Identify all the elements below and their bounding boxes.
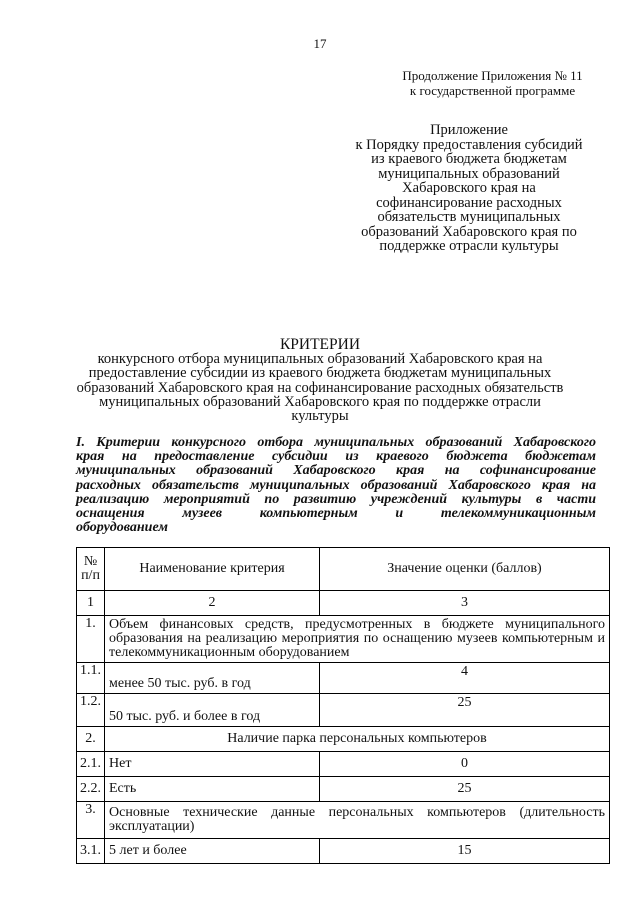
appendix-line: из краевого бюджета бюджетам: [371, 151, 567, 167]
row-criterion-text: Основные технические данные персональных компьютеров (длительность эксплуатации): [105, 802, 610, 839]
row-num: 1.2.: [77, 694, 105, 727]
table-row: [77, 616, 610, 663]
appendix-block: [336, 123, 602, 254]
section-one-heading: [76, 436, 596, 535]
row-score-value: 0: [320, 752, 610, 777]
appendix-line: образований Хабаровского края по: [361, 223, 577, 240]
section-line: реализацию мероприятий по развитию учреждений культуры в части: [76, 491, 596, 507]
appendix-line: муниципальных образований: [378, 165, 560, 182]
criteria-subtitle-line: конкурсного отбора муниципальных образований Хабаровского края на: [97, 351, 543, 367]
row-criterion-name: 50 тыс. руб. и более в год: [105, 694, 320, 727]
row-num: 2.1.: [77, 752, 105, 777]
appendix-line: поддержке отрасли культуры: [379, 238, 559, 254]
row-num: 1.: [77, 616, 105, 663]
row-num: 1.1.: [77, 663, 105, 694]
header-name: Наименование критерия: [105, 548, 320, 591]
appendix-line: Приложение: [430, 122, 508, 138]
row-criterion-text: Объем финансовых средств, предусмотренных в бюджете муниципального образования на реализацию мероприятия по оснащению музеев компьютерным и телекоммуникационным оборудованием: [105, 616, 610, 663]
section-line: I. Критерии конкурсного отбора муниципальных образований Хабаровского: [76, 435, 596, 450]
row-num: 3.: [77, 802, 105, 839]
header-value: Значение оценки (баллов): [320, 548, 610, 591]
row-score-value: 25: [320, 777, 610, 802]
row-criterion-name: Есть: [105, 777, 320, 802]
index-cell-1: 1: [77, 591, 105, 616]
table-row: [77, 694, 610, 727]
table-row: [77, 839, 610, 864]
row-criterion-name: 5 лет и более: [105, 839, 320, 864]
table-row: [77, 777, 610, 802]
row-num: 3.1.: [77, 839, 105, 864]
row-criterion-name: Нет: [105, 752, 320, 777]
appendix-line: обязательств муниципальных: [377, 209, 561, 225]
section-line: оснащения музеев компьютерным и телекоммуникационным: [76, 505, 596, 521]
criteria-table: [76, 547, 610, 864]
table-row: [77, 663, 610, 694]
criteria-subtitle-line: образований Хабаровского края на софинансирование расходных обязательств: [76, 379, 564, 396]
criteria-subtitle-line: культуры: [291, 408, 349, 425]
row-score-value: 25: [320, 694, 610, 727]
table-row: [77, 727, 610, 752]
section-line: расходных обязательств муниципальных образований Хабаровского края на: [76, 477, 596, 493]
row-criterion-name: менее 50 тыс. руб. в год: [105, 663, 320, 694]
section-line: оборудованием: [76, 520, 168, 536]
page-number: 17: [313, 36, 327, 51]
row-score-value: 15: [320, 839, 610, 864]
appendix-line: Хабаровского края на: [402, 180, 536, 196]
index-cell-2: 2: [105, 591, 320, 616]
criteria-subtitle: [60, 352, 580, 423]
row-score-value: 4: [320, 663, 610, 694]
appendix-line: софинансирование расходных: [376, 194, 562, 211]
section-line: муниципальных образований Хабаровского края на софинансирование: [76, 463, 596, 479]
continuation-line-2: к государственной программе: [409, 83, 576, 98]
criteria-title: КРИТЕРИИ: [279, 336, 361, 353]
row-num: 2.: [77, 727, 105, 752]
index-cell-3: 3: [320, 591, 610, 616]
continuation-note: [380, 68, 605, 98]
criteria-subtitle-line: муниципальных образований Хабаровского края по поддержке отрасли: [99, 393, 541, 410]
table-index-row: [77, 591, 610, 616]
criteria-subtitle-line: предоставление субсидии из краевого бюджета бюджетам муниципальных: [88, 365, 552, 382]
table-row: [77, 752, 610, 777]
appendix-line: к Порядку предоставления субсидий: [355, 136, 583, 153]
row-num: 2.2.: [77, 777, 105, 802]
row-criterion-text: Наличие парка персональных компьютеров: [105, 727, 610, 752]
continuation-line-1: Продолжение Приложения № 11: [402, 68, 583, 83]
section-line: края на предоставление субсидии из краевого бюджета бюджетам: [76, 449, 596, 465]
header-num: № п/п: [77, 548, 105, 591]
table-header-row: [77, 548, 610, 591]
table-row: [77, 802, 610, 839]
